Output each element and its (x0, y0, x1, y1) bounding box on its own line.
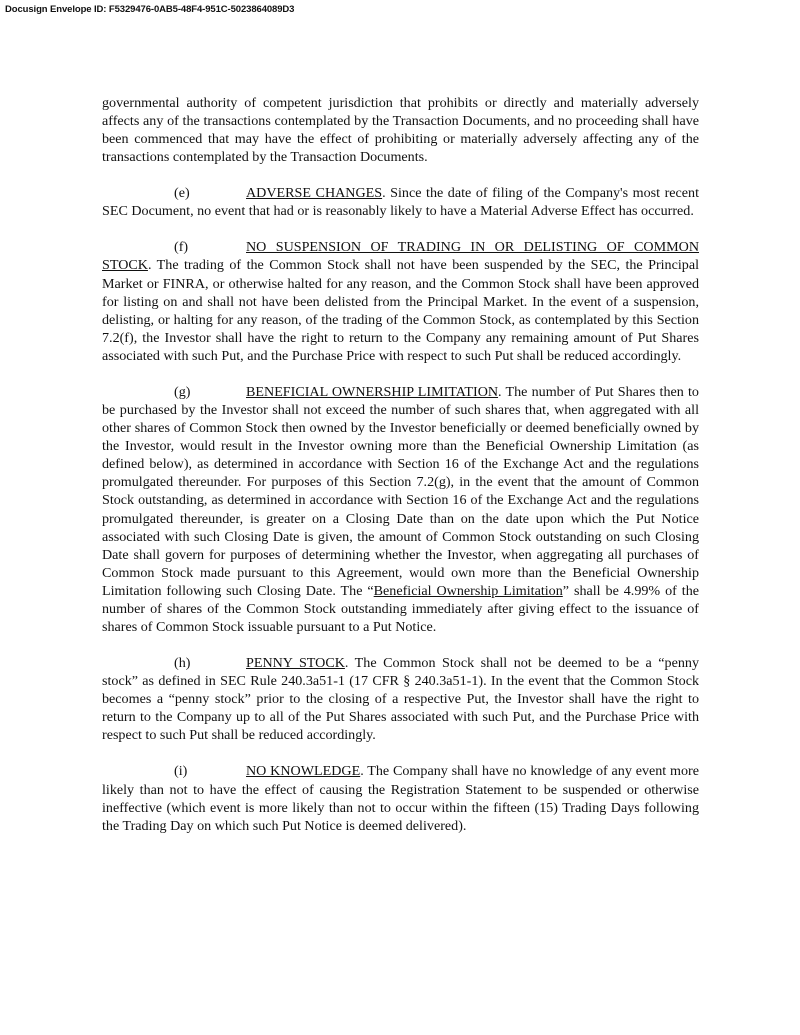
section-heading: PENNY STOCK (246, 655, 345, 672)
paragraph-text: . The Common Stock shall not be deemed to be a “penny stock” as defined in SEC Rule 240.3a51-1 (17 CFR § 240.3a51-1). In the event that the Common Stock becomes a “penny stock” prior to the closing of a respective Put, the Investor shall have the right to return to the Company up to all of the Put Shares associated with such Put, and the Purchase Price with respect to such Put shall be reduced accordingly. (102, 655, 699, 744)
section-heading: NO SUSPENSION OF TRADING IN OR DELISTING OF COMMON STOCK (102, 239, 699, 274)
paragraph-text: . The number of Put Shares then to be purchased by the Investor shall not exceed the number of such shares that, when aggregated with all other shares of Common Stock then owned by the Investor beneficially or deemed beneficially owned by the Investor, would result in the Investor owning more than the Beneficial Ownership Limitation (as defined below), as determined in accordance with Section 16 of the Exchange Act and the regulations promulgated thereunder. For purposes of this Section 7.2(g), in the event that the amount of Common Stock outstanding, as determined in accordance with Section 16 of the Exchange Act and the regulations promulgated thereunder, is greater on a Closing Date than on the date upon which the Put Notice associated with such Closing Date is given, the amount of Common Stock outstanding on such Closing Date shall govern for purposes of determining whether the Investor, when aggregating all purchases of Common Stock made pursuant to this Agreement, would own more than the Beneficial Ownership Limitation following such Closing Date. The “ (102, 383, 699, 599)
paragraph-i-no-knowledge (102, 762, 699, 834)
paragraph-e-adverse-changes (102, 184, 699, 220)
paragraph-g-beneficial-ownership (102, 383, 699, 636)
section-heading: NO KNOWLEDGE (246, 763, 361, 780)
paragraph-h-penny-stock (102, 654, 699, 744)
paragraph-text: . Since the date of filing of the Company's most recent SEC Document, no event that had or is reasonably likely to have a Material Adverse Effect has occurred. (102, 185, 700, 220)
paragraph-f-no-suspension (102, 238, 699, 365)
document-page (102, 94, 699, 853)
paragraph-text: . The trading of the Common Stock shall not have been suspended by the SEC, the Principal Market or FINRA, or otherwise halted for any reason, and the Common Stock shall have been approved for listing on and shall not have been delisted from the Principal Market. In the event of a suspension, delisting, or halting for any reason, of the trading of the Common Stock, as contemplated by this Section 7.2(f), the Investor shall have the right to return to the Company any remaining amount of Put Shares associated with such Put, and the Purchase Price with respect to such Put shall be reduced accordingly. (102, 257, 699, 364)
section-label: (f) (174, 239, 189, 256)
paragraph-text: governmental authority of competent jurisdiction that prohibits or directly and materially adversely affects any of the transactions contemplated by the Transaction Documents, and no proceeding shall have been commenced that may have the effect of prohibiting or materially adversely affecting any of the transactions contemplated by the Transaction Documents. (102, 95, 699, 166)
section-label: (e) (174, 185, 190, 202)
section-label: (g) (174, 383, 191, 400)
defined-term: Beneficial Ownership Limitation (373, 582, 563, 599)
section-label: (i) (174, 763, 188, 780)
docusign-envelope-id: Docusign Envelope ID: F5329476-0AB5-48F4-951C-5023864089D3 (5, 4, 295, 15)
section-heading: ADVERSE CHANGES (246, 185, 383, 202)
section-label: (h) (174, 655, 191, 672)
paragraph-text-after: ” shall be 4.99% of the number of shares of the Common Stock outstanding immediately after giving effect to the issuance of shares of Common Stock issuable pursuant to a Put Notice. (102, 582, 699, 636)
paragraph-text: . The Company shall have no knowledge of any event more likely than not to have the effect of causing the Registration Statement to be suspended or otherwise ineffective (which event is more likely than not to occur within the fifteen (15) Trading Days following the Trading Day on which such Put Notice is deemed delivered). (102, 763, 699, 834)
paragraph-continuation (102, 94, 699, 166)
section-heading: BENEFICIAL OWNERSHIP LIMITATION (246, 383, 499, 400)
